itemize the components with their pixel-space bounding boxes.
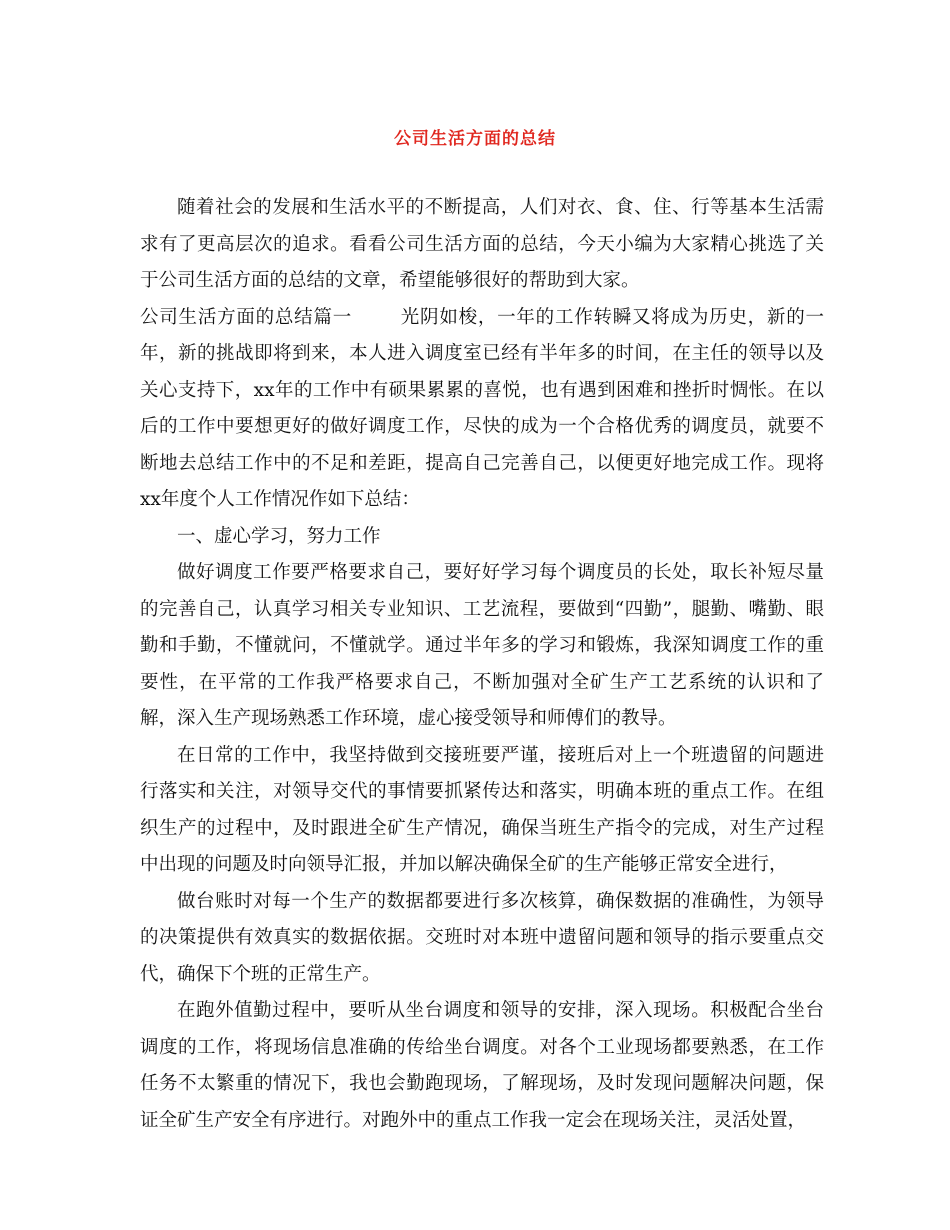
body-paragraph-4: 在跑外值勤过程中，要听从坐台调度和领导的安排，深入现场。积极配合坐台调度的工作，将现场信息准确的传给坐台调度。对各个工业现场都要熟悉，在工作任务不太繁重的情况下，我也会勤跑现场，了解现场，及时发现问题解决问题，保证全矿生产安全有序进行。对跑外中的重点工作我一定会在现场关注，灵活处置， <box>140 1000 824 1131</box>
section-label: 公司生活方面的总结篇一 <box>140 306 352 328</box>
intro-paragraph: 随着社会的发展和生活水平的不断提高，人们对衣、食、住、行等基本生活需求有了更高层次的追求。看看公司生活方面的总结，今天小编为大家精心挑选了关于公司生活方面的总结的文章，希望能够很好的帮助到大家。 <box>140 197 824 291</box>
heading-1: 一、虚心学习，努力工作 <box>177 525 381 547</box>
body-paragraph-3: 做台账时对每一个生产的数据都要进行多次核算，确保数据的准确性，为领导的决策提供有效真实的数据依据。交班时对本班中遗留问题和领导的指示要重点交代，确保下个班的正常生产。 <box>140 890 824 985</box>
document-title: 公司生活方面的总结 <box>394 129 556 149</box>
body-paragraph-1: 做好调度工作要严格要求自己，要好好学习每个调度员的长处，取长补短尽量的完善自己，认真学习相关专业知识、工艺流程，要做到“四勤”，腿勤、嘴勤、眼勤和手勤，不懂就问，不懂就学。通过半年多的学习和锻炼，我深知调度工作的重要性，在平常的工作我严格要求自己，不断加强对全矿生产工艺系统的认识和了解，深入生产现场熟悉工作环境，虚心接受领导和师傅们的教导。 <box>140 562 824 729</box>
body-paragraph-2: 在日常的工作中，我坚持做到交接班要严谨，接班后对上一个班遗留的问题进行落实和关注，对领导交代的事情要抓紧传达和落实，明确本班的重点工作。在组织生产的过程中，及时跟进全矿生产情况，确保当班生产指令的完成，对生产过程中出现的问题及时向领导汇报，并加以解决确保全矿的生产能够正常安全进行， <box>140 744 824 875</box>
document-body <box>140 190 824 1139</box>
section-first-paragraph <box>140 300 824 519</box>
section-first-text: 光阴如梭，一年的工作转瞬又将成为历史，新的一年，新的挑战即将到来，本人进入调度室已经有半年多的时间，在主任的领导以及关心支持下，xx年的工作中有硕果累累的喜悦，也有遇到困难和挫折时惆怅。在以后的工作中要想更好的做好调度工作，尽快的成为一个合格优秀的调度员，就要不断地去总结工作中的不足和差距，提高自己完善自己，以便更好地完成工作。现将xx年度个人工作情况作如下总结： <box>140 306 824 510</box>
